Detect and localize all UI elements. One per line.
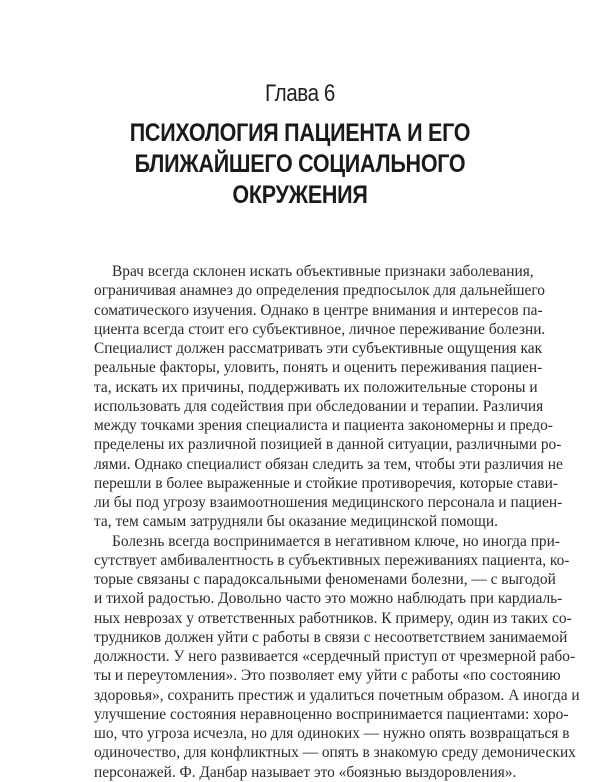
paragraph-1 [94, 262, 563, 532]
text-line: и тихой радостью. Довольно часто это можно наблюдать при кардиаль- [94, 590, 563, 608]
text-line: циента всегда стоит его субъективное, личное переживание болезни. [94, 320, 546, 338]
text-line: пределены их различной позицией в данной ситуации, различными ро- [94, 436, 562, 454]
text-line: шо, что угроза исчезла, но для одиноких — нужно опять возвращаться в [94, 725, 570, 742]
text-line: торые связаны с парадоксальными феноменами болезни, — с выгодой [94, 571, 556, 588]
text-line: соматического изучения. Однако в центре внимания и интересов па- [94, 301, 543, 319]
text-line: улучшение состояния неравноценно воспринимается пациентами: хоро- [94, 705, 569, 723]
chapter-number: Глава 6 [265, 80, 335, 107]
chapter-title [42, 118, 558, 211]
text-line: трудников должен уйти с работы в связи с несоответствием занимаемой [94, 628, 568, 646]
text-line: использовать для содействия при обследовании и терапии. Различия [94, 397, 544, 415]
paragraph-2 [94, 532, 580, 782]
text-line: Врач всегда склонен искать объективные признаки заболевания, [112, 263, 534, 280]
text-line: ты и переутомления». Это позволяет ему уйти с работы «по состоянию [94, 667, 561, 685]
text-line: ли бы под угрозу взаимоотношения медицинского персонала и пациен- [94, 494, 563, 511]
text-line: персонажей. Ф. Данбар называет это «боязнью выздоровления». [94, 763, 517, 781]
text-line: между точками зрения специалиста и пациента закономерны и предо- [94, 417, 553, 434]
text-line: должности. У него развивается «сердечный приступ от чрезмерной рабо- [94, 648, 576, 665]
text-line: Специалист должен рассматривать эти субъективные ощущения как [94, 340, 543, 357]
text-line: лями. Однако специалист обязан следить за тем, чтобы эти различия не [94, 455, 563, 473]
chapter-title-line: ПСИХОЛОГИЯ ПАЦИЕНТА И ЕГО [129, 119, 471, 147]
text-line: ных неврозах у ответственных работников. К примеру, один из таких со- [94, 609, 572, 627]
text-line: Болезнь всегда воспринимается в негативном ключе, но иногда при- [112, 532, 560, 550]
chapter-title-line: ОКРУЖЕНИЯ [232, 181, 368, 209]
text-line: сутствует амбивалентность в субъективных переживаниях пациента, ко- [94, 551, 570, 569]
text-line: та, тем самым затрудняли бы оказание медицинской помощи. [94, 513, 498, 531]
body-text [94, 262, 580, 782]
text-line: одиночество, для конфликтных — опять в знакомую среду демонических [94, 744, 576, 762]
chapter-title-line: БЛИЖАЙШЕГО СОЦИАЛЬНОГО [134, 150, 466, 178]
text-line: здоровья», сохранить престиж и удалиться почетным образом. А иногда и [94, 686, 580, 704]
text-line: реальные факторы, уловить, понять и оценить переживания пациен- [94, 359, 543, 377]
text-line: ограничивая анамнез до определения предпосылок для дальнейшего [94, 282, 545, 300]
text-line: перешли в более выраженные и стойкие противоречия, которые стави- [94, 474, 558, 492]
text-line: та, искать их причины, поддерживать их положительные стороны и [94, 378, 538, 396]
